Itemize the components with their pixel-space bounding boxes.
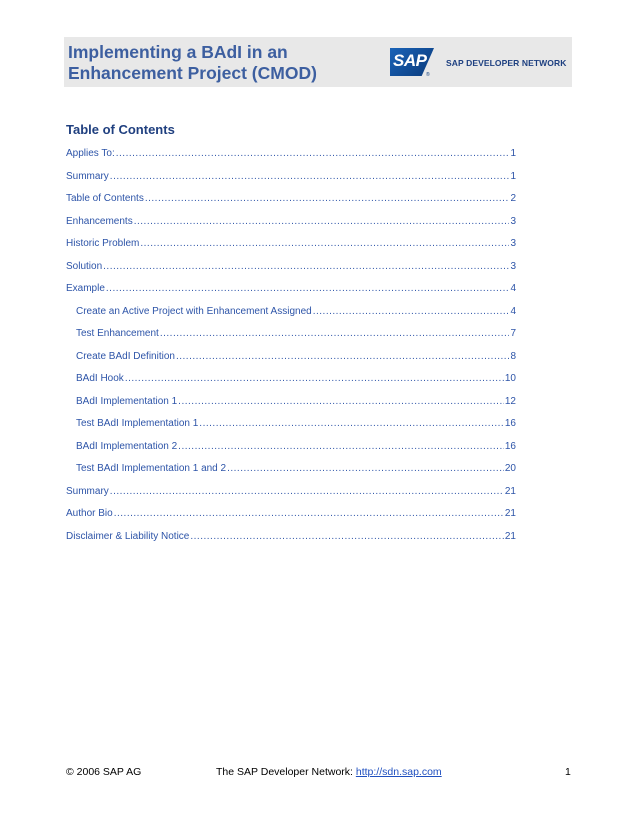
toc-dot-leader [110, 171, 510, 182]
toc-entry-page: 2 [510, 193, 516, 204]
toc-entry-label: Applies To: [66, 148, 115, 159]
toc-entry-page: 8 [510, 350, 516, 362]
toc-dot-leader [227, 463, 504, 474]
toc-entry-page: 1 [510, 170, 516, 182]
toc-entry-page: 16 [504, 440, 516, 452]
toc-entry[interactable] [66, 193, 516, 207]
toc-entry[interactable] [76, 418, 516, 432]
toc-entry[interactable] [66, 216, 516, 230]
toc-entry[interactable] [76, 328, 516, 342]
toc-dot-leader [178, 441, 504, 452]
toc-entry-label: Summary [66, 485, 109, 497]
toc-entry-page: 21 [504, 485, 516, 497]
toc-entry[interactable] [66, 531, 516, 545]
toc-entry-label: BAdI Implementation 1 [76, 395, 178, 407]
footer-sdn-link[interactable]: http://sdn.sap.com [355, 766, 442, 778]
registered-mark: ® [426, 72, 430, 78]
toc-entry-page: 3 [510, 215, 516, 227]
toc-entry-page: 10 [504, 373, 516, 384]
toc-dot-leader [160, 328, 510, 339]
footer-network [216, 766, 442, 778]
toc-entry-page: 21 [504, 508, 516, 519]
toc-entry-page: 12 [504, 395, 516, 407]
sdn-label: SAP DEVELOPER NETWORK [446, 58, 567, 68]
title-line-2: Enhancement Project (CMOD) [68, 63, 317, 83]
footer-network-text: The SAP Developer Network: [216, 766, 356, 778]
toc-entry-label: Example [66, 283, 105, 294]
toc-entry-label: BAdI Hook [76, 373, 124, 384]
toc-dot-leader [125, 373, 504, 384]
toc-entry[interactable] [66, 238, 516, 252]
toc-entry-page: 4 [510, 283, 516, 294]
toc-entry[interactable] [76, 441, 516, 455]
sap-logo-text: SAP [393, 51, 427, 70]
toc-heading: Table of Contents [66, 122, 175, 137]
toc-entry-label: Summary [66, 170, 109, 182]
toc-entry-label: BAdI Implementation 2 [76, 440, 178, 452]
toc-entry-label: Historic Problem [66, 238, 140, 249]
toc-entry-label: Author Bio [66, 508, 113, 519]
toc-entry-label: Enhancements [66, 215, 133, 227]
toc-entry-page: 3 [510, 238, 516, 249]
toc-entry-label: Test Enhancement [76, 328, 159, 339]
toc-dot-leader [190, 531, 504, 542]
toc-entry-page: 21 [504, 530, 516, 542]
toc-dot-leader [145, 193, 510, 204]
toc-dot-leader [103, 261, 509, 272]
toc-entry-page: 1 [510, 148, 516, 159]
footer-copyright: © 2006 SAP AG [66, 766, 142, 778]
toc-entry-label: Solution [66, 260, 103, 272]
toc-entry[interactable] [66, 261, 516, 275]
toc-dot-leader [106, 283, 510, 294]
footer-page-number: 1 [565, 766, 571, 778]
toc-dot-leader [199, 418, 504, 429]
title-line-1: Implementing a BAdI in an [68, 42, 288, 62]
toc-entry-page: 3 [510, 260, 516, 272]
toc-dot-leader [116, 148, 510, 159]
toc-dot-leader [110, 486, 504, 497]
toc-entry[interactable] [76, 351, 516, 365]
toc-entry[interactable] [66, 171, 516, 185]
toc-entry[interactable] [76, 306, 516, 320]
toc-dot-leader [176, 351, 509, 362]
toc-entry-label: Create BAdI Definition [76, 350, 175, 362]
toc-entry[interactable] [66, 486, 516, 500]
toc-entry[interactable] [76, 396, 516, 410]
toc-entry[interactable] [66, 283, 516, 297]
toc-entry[interactable] [66, 508, 516, 522]
toc-dot-leader [313, 306, 510, 317]
toc-entry-label: Table of Contents [66, 193, 144, 204]
toc-entry[interactable] [76, 463, 516, 477]
toc-entry-label: Test BAdI Implementation 1 and 2 [76, 463, 227, 474]
toc-dot-leader [114, 508, 504, 519]
toc-entry-label: Test BAdI Implementation 1 [76, 418, 199, 429]
toc-entry-label: Disclaimer & Liability Notice [66, 530, 190, 542]
toc-entry[interactable] [76, 373, 516, 387]
toc-entry-page: 4 [510, 305, 516, 317]
toc-entry-label: Create an Active Project with Enhancement Assigned [76, 305, 312, 317]
toc-entry-page: 7 [510, 328, 516, 339]
toc-entry-page: 20 [504, 463, 516, 474]
document-title [68, 42, 368, 84]
toc-entry[interactable] [66, 148, 516, 162]
toc-dot-leader [178, 396, 504, 407]
toc-dot-leader [134, 216, 510, 227]
toc-dot-leader [140, 238, 509, 249]
toc-entry-page: 16 [504, 418, 516, 429]
